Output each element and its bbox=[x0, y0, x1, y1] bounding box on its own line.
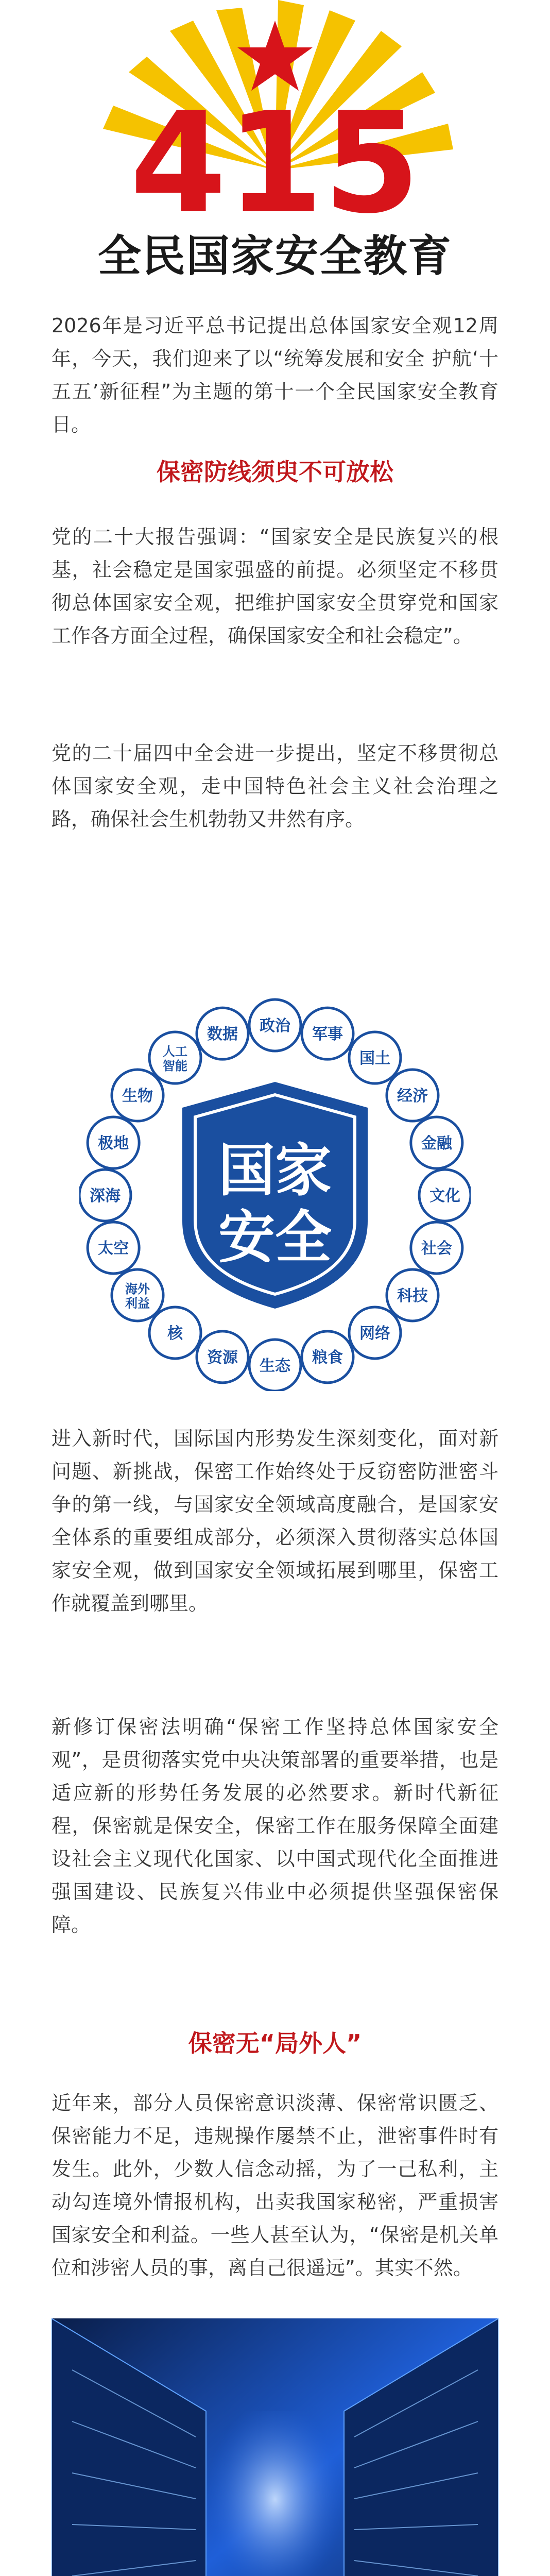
security-domain-label: 极地 bbox=[98, 1134, 129, 1153]
security-domain-badge bbox=[197, 1331, 248, 1383]
security-domain-badge bbox=[88, 1222, 139, 1274]
server-room-photo bbox=[51, 2318, 499, 2576]
security-domain-label: 生态 bbox=[260, 1357, 290, 1375]
security-domain-badge bbox=[149, 1307, 201, 1359]
security-domain-badge bbox=[387, 1070, 438, 1121]
section-heading-2: 保密无“局外人” bbox=[188, 2029, 362, 2057]
security-domain-badge bbox=[112, 1269, 163, 1321]
security-domain-badge bbox=[79, 1170, 131, 1221]
security-domain-badge bbox=[249, 1340, 301, 1391]
security-domain-label: 国土 bbox=[359, 1049, 390, 1068]
security-domain-badge bbox=[411, 1117, 462, 1168]
national-security-diagram bbox=[79, 979, 471, 1391]
security-domain-badge bbox=[302, 1331, 353, 1383]
security-domain-label: 文化 bbox=[429, 1187, 460, 1205]
security-domain-badge bbox=[149, 1032, 201, 1083]
header-banner bbox=[0, 0, 550, 289]
security-domain-label: 粮食 bbox=[312, 1348, 343, 1367]
security-domain-badge bbox=[419, 1170, 471, 1221]
security-domain-label: 核 bbox=[167, 1324, 183, 1343]
shield-text-top: 国家 bbox=[218, 1138, 332, 1204]
shield-text-bottom: 安全 bbox=[218, 1205, 332, 1270]
security-domain-badge bbox=[411, 1222, 462, 1274]
security-domain-badge bbox=[112, 1070, 163, 1121]
security-domain-label: 社会 bbox=[421, 1239, 452, 1258]
security-domain-label: 政治 bbox=[260, 1017, 290, 1035]
security-domain-label: 金融 bbox=[421, 1134, 452, 1153]
security-domain-label: 数据 bbox=[207, 1025, 238, 1044]
section-heading-1: 保密防线须臾不可放松 bbox=[157, 458, 393, 486]
security-domain-label: 人工智能 bbox=[163, 1044, 188, 1074]
security-domain-label: 海外利益 bbox=[125, 1281, 150, 1311]
security-domain-badge bbox=[88, 1117, 139, 1168]
section1-paragraph-1: 党的二十大报告强调：“国家安全是民族复兴的根基，社会稳定是国家强盛的前提。必须坚定不移贯彻总体国家安全观，把维护国家安全贯穿党和国家工作各方面全过程，确保国家安全和社会稳定”。 bbox=[51, 526, 499, 647]
security-domain-label: 资源 bbox=[207, 1348, 238, 1367]
section1-paragraph-4: 新修订保密法明确“保密工作坚持总体国家安全观”，是贯彻落实党中央决策部署的重要举措，也是适应新的形势任务发展的必然要求。新时代新征程，保密就是保安全，保密工作在服务保障全面建设社会主义现代化国家、以中国式现代化全面推进强国建设、民族复兴伟业中必须提供坚强保密保障。 bbox=[51, 1716, 499, 1936]
security-domain-label: 经济 bbox=[397, 1087, 428, 1106]
security-domain-label: 生物 bbox=[122, 1087, 153, 1106]
section2-paragraph-1: 近年来，部分人员保密意识淡薄、保密常识匮乏、保密能力不足，违规操作屡禁不止，泄密事件时有发生。此外，少数人信念动摇，为了一己私利，主动勾连境外情报机构，出卖我国家秘密，严重损害国家安全和利益。一些人甚至认为，“保密是机关单位和涉密人员的事，离自己很遥远”。其实不然。 bbox=[51, 2092, 499, 2279]
security-domain-badge bbox=[302, 1008, 353, 1059]
title-number: 415 bbox=[130, 82, 420, 244]
security-domain-badge bbox=[197, 1008, 248, 1059]
slogan: 全民国家安全教育 bbox=[97, 231, 452, 281]
security-domain-label: 网络 bbox=[359, 1324, 390, 1343]
security-domain-label: 太空 bbox=[98, 1239, 129, 1258]
security-domain-badge bbox=[249, 999, 301, 1051]
section1-paragraph-3: 进入新时代，国际国内形势发生深刻变化，面对新问题、新挑战，保密工作始终处于反窃密防泄密斗争的第一线，与国家安全领域高度融合，是国家安全体系的重要组成部分，必须深入贯彻落实总体国家安全观，做到国家安全领域拓展到哪里，保密工作就覆盖到哪里。 bbox=[51, 1427, 499, 1615]
security-domain-label: 科技 bbox=[397, 1286, 428, 1305]
section1-paragraph-2: 党的二十届四中全会进一步提出，坚定不移贯彻总体国家安全观，走中国特色社会主义社会治理之路，确保社会生机勃勃又井然有序。 bbox=[51, 742, 499, 831]
diagram-svg bbox=[79, 979, 471, 1391]
security-domain-label: 深海 bbox=[90, 1187, 121, 1205]
security-domain-badge bbox=[349, 1032, 401, 1083]
intro-paragraph: 2026年是习近平总书记提出总体国家安全观12周年，今天，我们迎来了以“统筹发展和安全 护航‘十五五’新征程”为主题的第十一个全民国家安全教育日。 bbox=[51, 314, 499, 436]
security-domain-label: 军事 bbox=[312, 1025, 343, 1044]
security-domain-badge bbox=[387, 1269, 438, 1321]
security-domain-badge bbox=[349, 1307, 401, 1359]
